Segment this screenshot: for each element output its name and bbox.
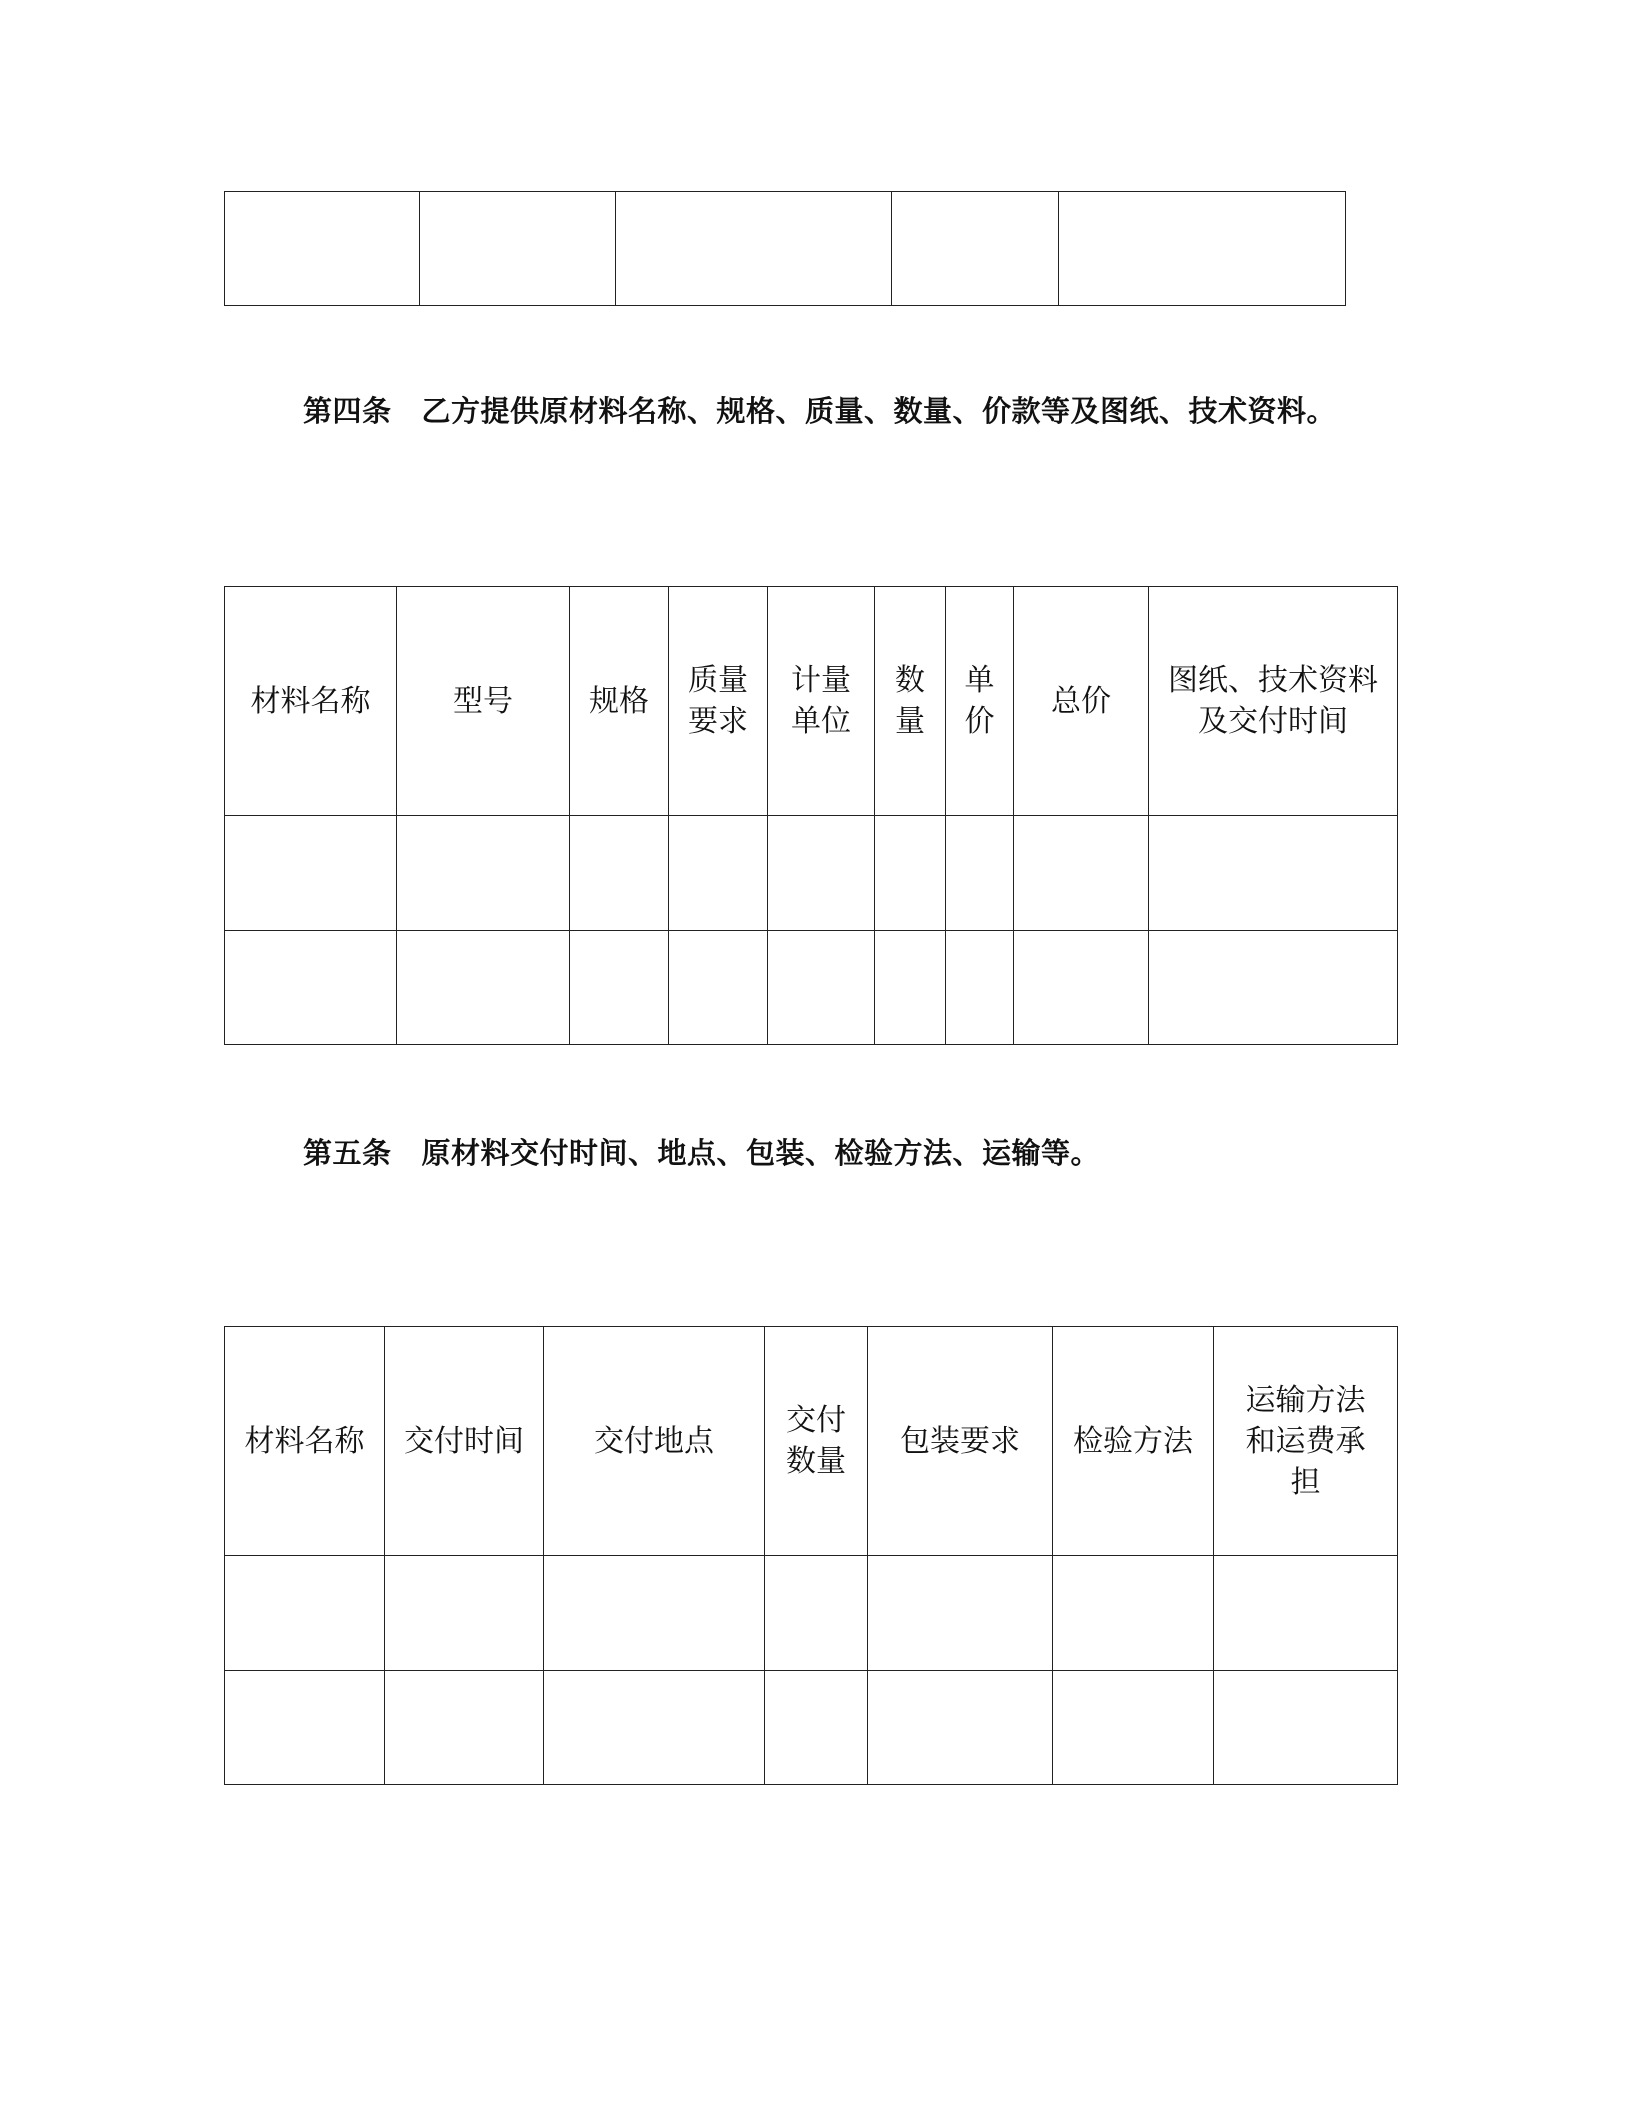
table-cell <box>544 1671 765 1785</box>
table-cell <box>544 1556 765 1671</box>
table-cell <box>1053 1556 1214 1671</box>
header-cell-delivery-time: 交付时间 <box>385 1327 544 1556</box>
table-row <box>225 1556 1398 1671</box>
header-row <box>225 587 1398 816</box>
table-row <box>225 192 1346 306</box>
table-cell <box>875 816 946 931</box>
header-cell-material-name: 材料名称 <box>225 587 397 816</box>
header-cell-model: 型号 <box>397 587 570 816</box>
table-cell <box>616 192 892 306</box>
table-cell <box>225 816 397 931</box>
table-cell <box>765 1671 868 1785</box>
continuation-table <box>224 191 1346 306</box>
table-cell <box>1214 1556 1398 1671</box>
table-cell <box>1053 1671 1214 1785</box>
table-cell <box>225 1671 385 1785</box>
table-cell <box>420 192 616 306</box>
table-cell <box>669 931 768 1045</box>
table-cell <box>570 816 669 931</box>
table-cell <box>868 1671 1053 1785</box>
table-cell <box>1149 931 1398 1045</box>
article-4-text: 乙方提供原材料名称、规格、质量、数量、价款等及图纸、技术资料。 <box>421 394 1337 428</box>
table-cell <box>1214 1671 1398 1785</box>
article-5-text: 原材料交付时间、地点、包装、检验方法、运输等。 <box>421 1136 1101 1170</box>
header-cell-unit-price: 单 价 <box>946 587 1014 816</box>
header-cell-delivery-location: 交付地点 <box>544 1327 765 1556</box>
table-cell <box>1149 816 1398 931</box>
table-cell <box>1014 816 1149 931</box>
header-cell-total-price: 总价 <box>1014 587 1149 816</box>
header-cell-unit: 计量 单位 <box>768 587 875 816</box>
table-cell <box>768 816 875 931</box>
table-cell <box>1059 192 1346 306</box>
table-cell <box>225 1556 385 1671</box>
delivery-table <box>224 1326 1398 1785</box>
header-cell-spec: 规格 <box>570 587 669 816</box>
materials-spec-table <box>224 586 1398 1045</box>
table-cell <box>946 816 1014 931</box>
table-cell <box>1014 931 1149 1045</box>
header-cell-delivery-quantity: 交付 数量 <box>765 1327 868 1556</box>
table-cell <box>397 931 570 1045</box>
header-cell-quality: 质量 要求 <box>669 587 768 816</box>
table-row <box>225 1671 1398 1785</box>
table-cell <box>385 1671 544 1785</box>
table-cell <box>875 931 946 1045</box>
table-cell <box>225 192 420 306</box>
table-cell <box>868 1556 1053 1671</box>
table-cell <box>669 816 768 931</box>
article-5-heading <box>303 1133 1100 1173</box>
table-cell <box>765 1556 868 1671</box>
header-cell-quantity: 数 量 <box>875 587 946 816</box>
table-cell <box>946 931 1014 1045</box>
table-row <box>225 816 1398 931</box>
header-cell-drawings: 图纸、技术资料 及交付时间 <box>1149 587 1398 816</box>
header-cell-packaging: 包装要求 <box>868 1327 1053 1556</box>
article-5-number: 第五条 <box>303 1136 392 1170</box>
header-cell-material-name: 材料名称 <box>225 1327 385 1556</box>
header-cell-transport: 运输方法 和运费承 担 <box>1214 1327 1398 1556</box>
table-cell <box>225 931 397 1045</box>
article-4-number: 第四条 <box>303 394 392 428</box>
table-row <box>225 931 1398 1045</box>
table-cell <box>570 931 669 1045</box>
table-cell <box>768 931 875 1045</box>
table-cell <box>385 1556 544 1671</box>
header-cell-inspection: 检验方法 <box>1053 1327 1214 1556</box>
header-row <box>225 1327 1398 1556</box>
article-4-heading <box>303 391 1336 431</box>
table-cell <box>397 816 570 931</box>
table-cell <box>892 192 1059 306</box>
